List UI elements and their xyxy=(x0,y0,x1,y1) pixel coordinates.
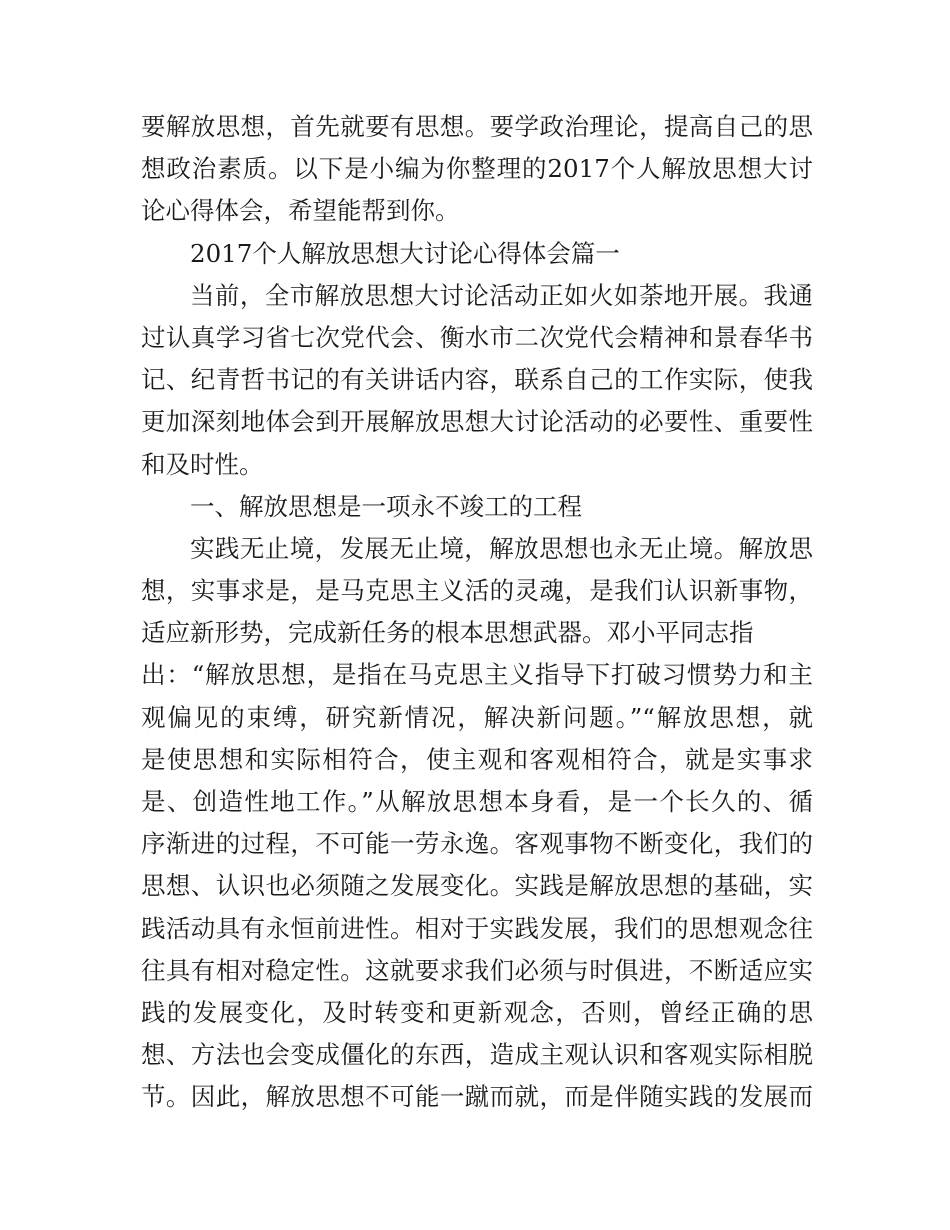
text-line: 想、方法也会变成僵化的东西，造成主观认识和客观实际相脱 xyxy=(141,1040,813,1070)
text-line: 更加深刻地体会到开展解放思想大讨论活动的必要性、重要性 xyxy=(141,407,813,437)
text-line: 记、纪青哲书记的有关讲话内容，联系自己的工作实际，使我 xyxy=(141,365,813,395)
text-line: 是使思想和实际相符合，使主观和客观相符合，就是实事求 xyxy=(141,744,813,774)
text-line: 要解放思想，首先就要有思想。要学政治理论，提高自己的思 xyxy=(141,112,813,141)
text-line: 想政治素质。以下是小编为你整理的2017个人解放思想大讨 xyxy=(141,154,813,184)
text-line: 和及时性。 xyxy=(141,449,264,479)
text-line: 一、解放思想是一项永不竣工的工程 xyxy=(190,491,582,521)
text-line: 践活动具有永恒前进性。相对于实践发展，我们的思想观念往 xyxy=(141,913,813,943)
text-line: 论心得体会，希望能帮到你。 xyxy=(141,196,460,226)
text-line: 是、创造性地工作。”从解放思想本身看，是一个长久的、循 xyxy=(141,787,813,816)
text-line: 出：“解放思想，是指在马克思主义指导下打破习惯势力和主 xyxy=(141,660,813,690)
text-line: 观偏见的束缚，研究新情况，解决新问题。”“解放思想，就 xyxy=(141,702,813,732)
document-body xyxy=(141,106,813,1119)
text-line: 思想、认识也必须随之发展变化。实践是解放思想的基础，实 xyxy=(141,871,813,901)
text-line: 想，实事求是，是马克思主义活的灵魂，是我们认识新事物， xyxy=(141,576,813,606)
text-line: 序渐进的过程，不可能一劳永逸。客观事物不断变化，我们的 xyxy=(141,829,813,859)
text-line: 节。因此，解放思想不可能一蹴而就，而是伴随实践的发展而 xyxy=(141,1082,813,1112)
text-line: 2017个人解放思想大讨论心得体会篇一 xyxy=(190,238,620,268)
text-line: 过认真学习省七次党代会、衡水市二次党代会精神和景春华书 xyxy=(141,322,813,352)
text-line: 践的发展变化，及时转变和更新观念，否则，曾经正确的思 xyxy=(141,997,813,1027)
text-line: 当前，全市解放思想大讨论活动正如火如荼地开展。我通 xyxy=(190,280,813,310)
text-line: 实践无止境，发展无止境，解放思想也永无止境。解放思 xyxy=(190,533,813,563)
text-line: 往具有相对稳定性。这就要求我们必须与时俱进，不断适应实 xyxy=(141,955,813,985)
text-line: 适应新形势，完成新任务的根本思想武器。邓小平同志指 xyxy=(141,618,754,648)
